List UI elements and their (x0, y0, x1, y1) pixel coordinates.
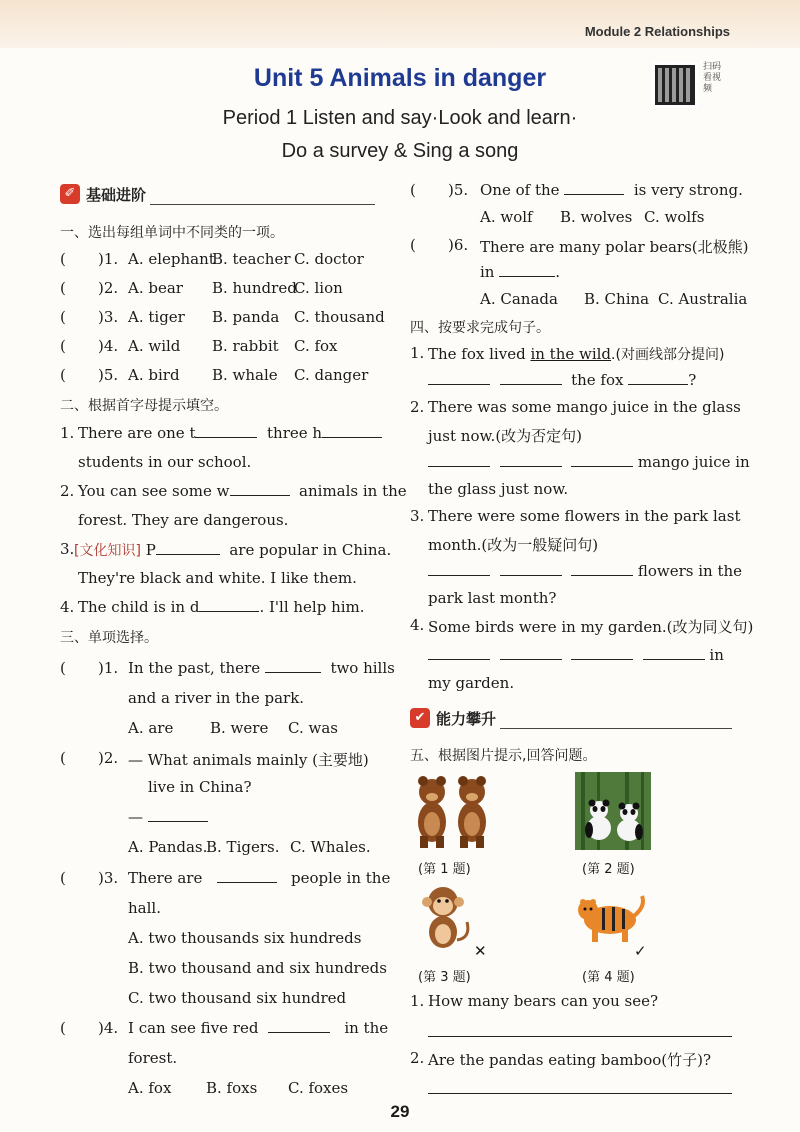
question-number: 2. (60, 482, 75, 500)
fill-blank[interactable] (156, 553, 220, 555)
fill-blank[interactable] (499, 275, 555, 277)
option-a: A. Canada (480, 290, 558, 308)
answer-paren[interactable]: ( (410, 236, 416, 254)
question-text: . (555, 263, 561, 281)
question-text: the fox (571, 371, 624, 389)
question-text: animals in the (299, 482, 407, 500)
option-c: C. Australia (658, 290, 748, 308)
fill-blank[interactable] (628, 383, 688, 385)
question-text: park last month? (428, 589, 557, 607)
question-number: 3. (60, 540, 75, 558)
fill-blank[interactable] (500, 658, 562, 660)
question-text (480, 181, 743, 199)
question-text: the glass just now. (428, 480, 569, 498)
answer-dash: — (128, 808, 143, 826)
question-text: The child is in d (78, 598, 200, 616)
picture-caption: (第 4 题) (582, 970, 635, 985)
part3-heading: 三、单项选择。 (60, 630, 158, 646)
item-number: )3. (98, 308, 119, 326)
question-text (74, 540, 391, 560)
tigers-picture (574, 886, 646, 944)
answer-line (428, 453, 750, 471)
option-c: C. wolfs (644, 208, 705, 226)
monkey-icon (422, 887, 468, 948)
basic-section-icon: ✐ (60, 184, 80, 204)
fill-blank[interactable] (571, 658, 633, 660)
option-b: B. foxs (206, 1079, 258, 1097)
question-text: are popular in China. (229, 541, 392, 559)
fill-blank[interactable] (199, 610, 259, 612)
answer-paren[interactable]: ( (60, 366, 66, 384)
answer-paren[interactable]: ( (60, 337, 66, 355)
qr-code-icon[interactable] (652, 62, 698, 108)
option-a: A. bear (128, 279, 183, 297)
question-number: 3. (410, 507, 425, 525)
option-c: C. lion (294, 279, 343, 297)
fill-blank[interactable] (428, 658, 490, 660)
question-text: I can see five red (128, 1019, 259, 1037)
option-a: A. wolf (480, 208, 533, 226)
option-c: C. thousand (294, 308, 385, 326)
question-number: 1. (60, 424, 75, 442)
fill-blank[interactable] (265, 671, 321, 673)
question-number: 1. (410, 344, 425, 362)
fill-blank[interactable] (643, 658, 705, 660)
option-c: C. two thousand six hundred (128, 989, 347, 1007)
answer-paren[interactable]: ( (410, 181, 416, 199)
question-text: Some birds were in my garden.(改为同义句) (428, 618, 754, 636)
question-text: in (480, 263, 495, 281)
item-number: )4. (98, 1019, 119, 1037)
option-b: B. were (210, 719, 269, 737)
fill-blank[interactable] (195, 436, 257, 438)
item-number: )2. (98, 279, 119, 297)
option-b: B. hundred (212, 279, 297, 297)
question-text: in (709, 646, 724, 664)
question-text: my garden. (428, 674, 515, 692)
part4-heading: 四、按要求完成句子。 (410, 320, 550, 336)
bear-icon (418, 776, 446, 848)
question-text: is very strong. (633, 181, 743, 199)
question-text: hall. (128, 899, 161, 917)
item-number: )2. (98, 749, 119, 767)
fill-blank[interactable] (571, 465, 633, 467)
qr-caption: 扫码看视频 (703, 62, 722, 94)
tiger-icon (578, 896, 643, 942)
question-text: mango juice in (637, 453, 750, 471)
check-mark-icon: ✓ (634, 942, 647, 960)
monkey-picture (415, 882, 475, 952)
basic-section-title: 基础进阶 (86, 186, 147, 204)
question-text: month.(改为一般疑问句) (428, 536, 599, 554)
fill-blank[interactable] (500, 383, 562, 385)
item-number: )1. (98, 659, 119, 677)
option-b: B. Tigers. (206, 838, 280, 856)
answer-paren[interactable]: ( (60, 1019, 66, 1037)
option-b: B. rabbit (212, 337, 279, 355)
question-text: There was some mango juice in the glass (428, 398, 741, 416)
question-text: and a river in the park. (128, 689, 305, 707)
option-c: C. fox (294, 337, 338, 355)
option-b: B. two thousand and six hundreds (128, 959, 387, 977)
fill-blank[interactable] (428, 465, 490, 467)
option-b: B. wolves (560, 208, 633, 226)
pandas-picture (575, 772, 651, 850)
period-line-1: Period 1 Listen and say·Look and learn· (222, 107, 578, 129)
question-text (78, 598, 365, 616)
picture-caption: (第 3 题) (418, 970, 471, 985)
fill-blank[interactable] (268, 1031, 330, 1033)
part2-heading: 二、根据首字母提示填空。 (60, 398, 228, 414)
option-a: A. are (128, 719, 174, 737)
question-text: just now.(改为否定句) (428, 427, 583, 445)
option-c: C. danger (294, 366, 369, 384)
question-text: There were some flowers in the park last (428, 507, 741, 525)
question-text: There are (128, 869, 203, 887)
ability-section-icon: ✔ (410, 708, 430, 728)
option-c: C. doctor (294, 250, 364, 268)
picture-caption: (第 2 题) (582, 862, 635, 877)
question-text: Are the pandas eating bamboo(竹子)? (428, 1051, 712, 1069)
answer-paren[interactable]: ( (60, 749, 66, 767)
answer-line (428, 371, 696, 389)
part1-heading: 一、选出每组单词中不同类的一项。 (60, 225, 284, 241)
answer-paren[interactable]: ( (60, 250, 66, 268)
option-c: C. foxes (288, 1079, 349, 1097)
option-b: B. teacher (212, 250, 291, 268)
question-text: forest. They are dangerous. (78, 511, 289, 529)
question-text: How many bears can you see? (428, 992, 659, 1010)
question-text (78, 482, 407, 500)
fill-blank[interactable] (500, 465, 562, 467)
fill-blank[interactable] (428, 383, 490, 385)
question-text (128, 869, 390, 887)
section-divider (500, 728, 732, 729)
option-b: B. panda (212, 308, 280, 326)
fill-blank[interactable] (428, 574, 490, 576)
page-number: 29 (390, 1102, 410, 1121)
question-text: ? (688, 371, 697, 389)
answer-dash (128, 808, 208, 826)
option-a: A. wild (128, 337, 181, 355)
item-number: )1. (98, 250, 119, 268)
answer-paren[interactable]: ( (60, 279, 66, 297)
fill-blank[interactable] (571, 574, 633, 576)
fill-blank[interactable] (500, 574, 562, 576)
option-a: A. Pandas. (128, 838, 208, 856)
answer-paren[interactable]: ( (60, 308, 66, 326)
question-number: 4. (410, 616, 425, 634)
question-text: There are many polar bears(北极熊) (480, 238, 749, 256)
underlined-phrase: in the wild (530, 345, 612, 363)
answer-paren[interactable]: ( (60, 869, 66, 887)
answer-line (428, 646, 724, 664)
picture-caption: (第 1 题) (418, 862, 471, 877)
unit-title: Unit 5 Animals in danger (253, 64, 547, 92)
question-text: In the past, there (128, 659, 261, 677)
module-label: Module 2 Relationships (584, 24, 730, 39)
item-number: )6. (448, 236, 469, 254)
question-text (128, 659, 395, 677)
question-number: 4. (60, 598, 75, 616)
cross-mark-icon: ✕ (474, 942, 487, 960)
answer-line[interactable] (428, 1093, 732, 1094)
section-divider (150, 204, 375, 205)
fill-blank[interactable] (230, 494, 290, 496)
question-text: You can see some w (78, 482, 230, 500)
question-text: One of the (480, 181, 560, 199)
item-number: )5. (98, 366, 119, 384)
instruction-text: .(对画线部分提问) (611, 347, 725, 363)
option-b: B. whale (212, 366, 278, 384)
question-text: people in the (290, 869, 391, 887)
period-line-2: Do a survey & Sing a song (281, 140, 519, 162)
question-text (128, 1019, 388, 1037)
fill-blank[interactable] (148, 820, 208, 822)
question-text: flowers in the (637, 562, 743, 580)
option-a: A. bird (128, 366, 180, 384)
item-number: )5. (448, 181, 469, 199)
question-text (78, 424, 382, 442)
option-a: A. fox (128, 1079, 172, 1097)
question-text: three h (267, 424, 323, 442)
question-text (428, 344, 724, 364)
question-text: They're black and white. I like them. (78, 569, 357, 587)
fill-blank[interactable] (217, 881, 277, 883)
answer-line (428, 562, 742, 580)
question-text: . I'll help him. (259, 598, 365, 616)
question-number: 1. (410, 992, 425, 1010)
question-number: 2. (410, 398, 425, 416)
question-text: The fox lived (428, 345, 531, 363)
option-a: A. elephant (128, 250, 215, 268)
option-c: C. was (288, 719, 338, 737)
bear-icon (458, 776, 486, 848)
option-b: B. China (584, 290, 650, 308)
question-text: — What animals mainly (主要地) (128, 751, 369, 769)
question-text: forest. (128, 1049, 178, 1067)
question-text: There are one t (78, 424, 196, 442)
culture-tag: [文化知识] (74, 543, 141, 559)
question-text: in the (344, 1019, 389, 1037)
ability-section-title: 能力攀升 (436, 710, 497, 728)
question-number: 2. (410, 1049, 425, 1067)
item-number: )3. (98, 869, 119, 887)
question-text: P (145, 541, 156, 559)
answer-line[interactable] (428, 1036, 732, 1037)
question-text: live in China? (148, 778, 252, 796)
question-text: two hills (330, 659, 395, 677)
question-text (480, 263, 560, 281)
option-c: C. Whales. (290, 838, 371, 856)
answer-paren[interactable]: ( (60, 659, 66, 677)
fill-blank[interactable] (322, 436, 382, 438)
bears-picture (410, 772, 496, 850)
part5-heading: 五、根据图片提示,回答问题。 (410, 748, 597, 764)
option-a: A. tiger (128, 308, 185, 326)
option-a: A. two thousands six hundreds (128, 929, 362, 947)
fill-blank[interactable] (564, 193, 624, 195)
question-text: students in our school. (78, 453, 252, 471)
item-number: )4. (98, 337, 119, 355)
